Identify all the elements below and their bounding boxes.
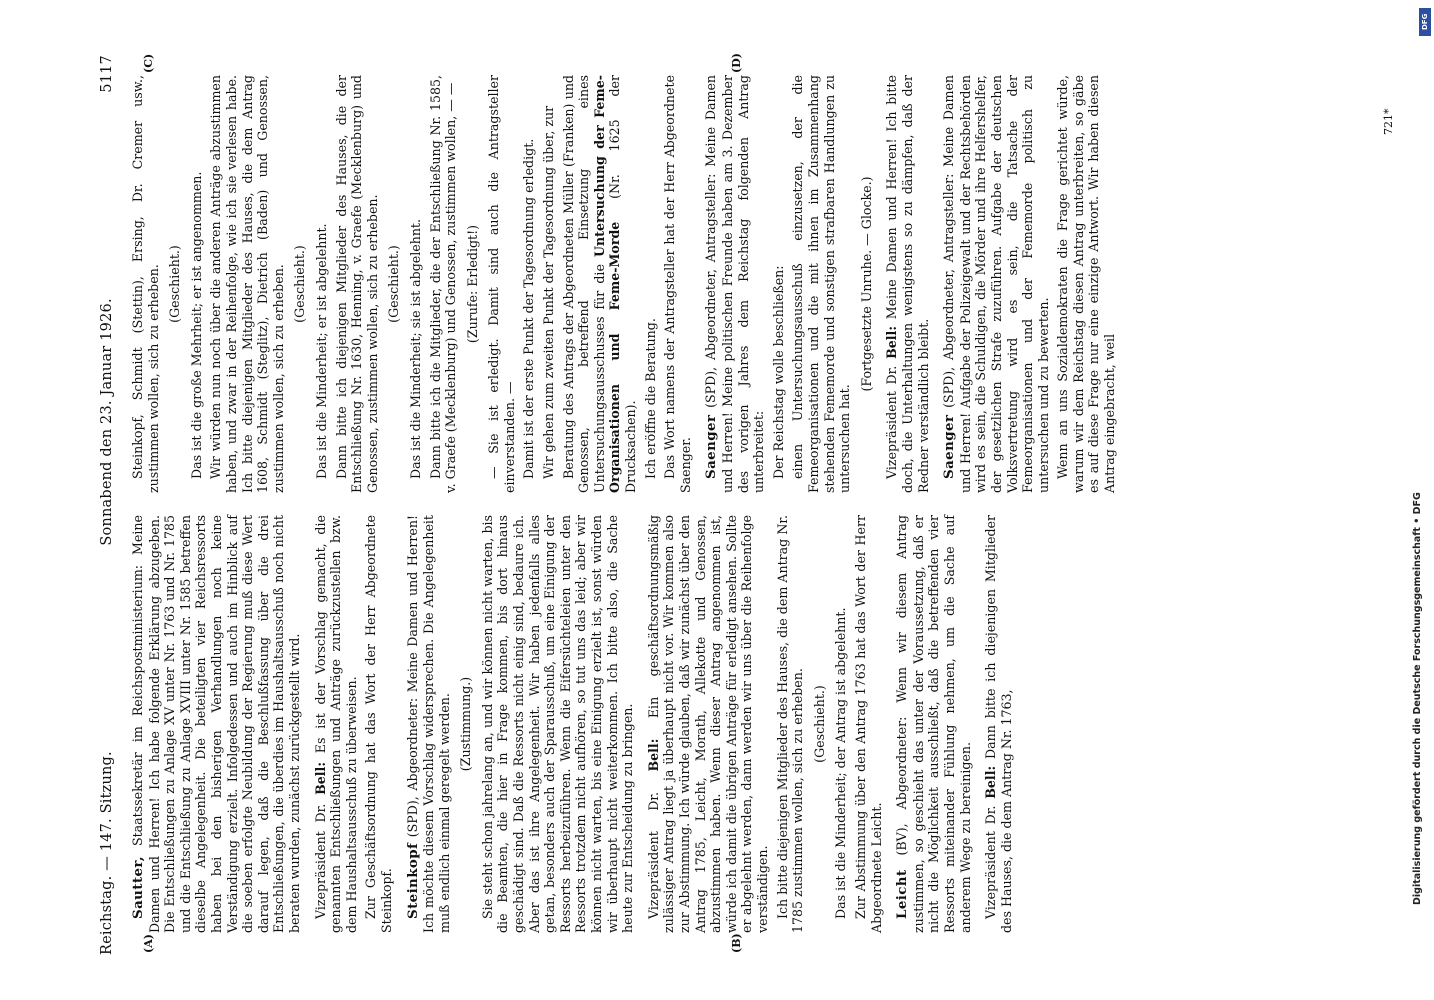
margin-letter-c: (C) bbox=[142, 53, 155, 73]
speaker-name: Bell: bbox=[983, 765, 999, 799]
agenda-title: Untersuchung der Feme-Organisationen und Feme-Morde bbox=[591, 75, 623, 493]
paragraph: Ich bitte diejenigen Mitglieder des Hauses, die dem Antrag Nr. 1785 zustimmen wollen, sich zu erheben. bbox=[774, 515, 806, 933]
paragraph: Wenn an uns Sozialdemokraten die Frage gerichtet würde, warum wir dem Reichstag diesen Antrag unterbreiten, so gäbe es auf diese Frage nur eine einzige Antwort. Wir haben diesen Antrag eingebracht, weil bbox=[1055, 75, 1118, 493]
paragraph: Steinkopf, Schmidt (Stettin), Ersing, Dr. Cremer usw., zustimmen wollen, sich zu erheben. bbox=[130, 75, 161, 493]
stage-direction: (Geschieht.) bbox=[386, 245, 402, 323]
stage-direction: (Geschieht.) bbox=[811, 685, 827, 763]
paragraph: Leicht (BV), Abgeordneter: Wenn wir diesem Antrag zustimmen, so geschieht das unter der Voraussetzung, daß er nicht die Möglichkeit ausschließt, daß die betreffenden vier Ressorts miteinander Fühlung nehmen, um die Sache auf anderem Wege zu bereinigen. bbox=[894, 515, 973, 933]
margin-letter-d: (D) bbox=[730, 53, 743, 73]
speaker-name: Saenger bbox=[941, 414, 958, 479]
paragraph: Zur Geschäftsordnung hat das Wort der Herr Abgeordnete Steinkopf. bbox=[363, 515, 394, 933]
paragraph: Das Wort namens der Antragsteller hat der Herr Abgeordnete Saenger. bbox=[662, 75, 693, 493]
digitization-attribution: Digitalisierung gefördert durch die Deutsche Forschungsgemeinschaft • DFG bbox=[1412, 492, 1423, 905]
paragraph: Vizepräsident Dr. Bell: Ein geschäftsordnungsmäßig zulässiger Antrag liegt ja überhaupt nicht vor. Wir kommen also zur Abstimmung. Ich würde glauben, daß wir zunächst über den Antrag 1785, Leicht, Morath, Allekotte und Genossen, abzustimmen haben. Wenn dieser Antrag angenommen ist, würde ich damit die übrigen Anträge für erledigt ansehen. Sollte er abgelehnt werden, dann werden wir uns über die Reihenfolge verständigen. bbox=[645, 515, 770, 933]
speaker-name: Steinkopf bbox=[404, 842, 421, 919]
paragraph: Das ist die große Mehrheit; er ist angenommen. bbox=[188, 171, 204, 479]
text-column-left bbox=[130, 515, 1018, 933]
text-column-right bbox=[130, 75, 1122, 493]
paragraph: — Sie ist erledigt. Damit sind auch die Antragsteller einverstanden. — bbox=[486, 75, 517, 493]
margin-letter-b: (B) bbox=[730, 933, 743, 953]
page-number: 5117 bbox=[99, 55, 115, 93]
signature-mark: 721* bbox=[1382, 108, 1395, 135]
agenda-item: Beratung des Antrags der Abgeordneten Müller (Franken) und Genossen, betreffend Einsetzung eines Untersuchungsausschusses für die Untersuchung der Feme-Organisationen und Feme-Morde (Nr. 1625 der Drucksachen). bbox=[560, 75, 639, 493]
paragraph: Damit ist der erste Punkt der Tagesordnung erledigt. bbox=[521, 138, 537, 479]
paragraph: Saenger (SPD), Abgeordneter, Antragsteller: Meine Damen und Herren! Aufgabe der Polizeigewalt und der Rechtsbehörden wird es sein, die Schuldigen, die Mörder und ihre Helfershelfer, der gesetzlichen Strafe zuzuführen. Aufgabe der deutschen Volksvertretung wird es sein, die Tatsache der Femeorganisationen und der Fememorde politisch zu untersuchen und zu bewerten. bbox=[941, 74, 1051, 493]
paragraph: Das ist die Minderheit; der Antrag ist abgelehnt. bbox=[833, 607, 849, 919]
speaker-name: Sautter, bbox=[130, 856, 146, 919]
paragraph: Dann bitte ich diejenigen Mitglieder des Hauses, die der Entschließung Nr. 1630, Henning, v. Graefe (Mecklenburg) und Genossen, zustimmen wollen, sich zu erheben. bbox=[333, 75, 380, 493]
speaker-name: Leicht bbox=[894, 869, 911, 919]
paragraph: Saenger (SPD), Abgeordneter, Antragsteller: Meine Damen und Herren! Meine politischen Freunde haben am 3. Dezember des vorigen Jahres dem Reichstag folgenden Antrag unterbreitet: bbox=[703, 74, 767, 493]
paragraph: Wir gehen zum zweiten Punkt der Tagesordnung über, zur bbox=[541, 105, 557, 479]
speaker-name: Bell: bbox=[312, 762, 328, 795]
rotated-page-content bbox=[90, 55, 1400, 955]
paragraph: Sie steht schon jahrelang an, und wir können nicht warten, bis die Beamten, die hier in Frage kommen, bis dort hinaus geschädigt sind. Daß die Ressorts nicht einig sind, bedaure ich. Aber das ist ihre Angelegenheit. Wir haben jedenfalls alles getan, besonders auch der Sparausschuß, um eine Einigung der Ressorts herbeizuführen. Wenn die Eifersüchteleien unter den Ressorts trotzdem nicht aufhören, so tut uns das leid; aber wir können nicht warten, bis eine Einigung erzielt ist, sonst würden wir überhaupt nicht weiterkommen. Ich bitte also, die Sache heute zur Entscheidung zu bringen. bbox=[479, 515, 636, 933]
paragraph: Ich eröffne die Beratung. bbox=[642, 318, 658, 479]
stage-direction: (Geschieht.) bbox=[292, 245, 308, 323]
paragraph: Wir würden nun noch über die anderen Anträge abzustimmen haben, und zwar in der Reihenfolge, wie ich sie verlesen habe. Ich bitte diejenigen Mitglieder des Hauses, die dem Antrag 1608, Schmidt (Steglitz), Dietrich (Baden) und Genossen, zustimmen wollen, sich zu erheben. bbox=[208, 75, 286, 493]
quoted-motion: einen Untersuchungsausschuß einzusetzen, der die Femeorganisationen und die mit ihnen im Zusammenhang stehenden Fememorde und sonstigen strafbaren Handlungen zu untersuchen hat. bbox=[790, 75, 853, 493]
speaker-name: Bell: bbox=[645, 738, 661, 772]
header-center: Sonnabend den 23. Januar 1926. bbox=[99, 298, 115, 546]
paragraph: Das ist die Minderheit; sie ist abgelehnt. bbox=[407, 219, 423, 479]
paragraph: Sautter, Staatssekretär im Reichspostministerium: Meine Damen und Herren! Ich habe folgende Erklärung abzugeben. Die Entschließungen zu Anlage XV unter Nr. 1763 und Nr. 1785 und die Entschließung zu Anlage XVIII unter Nr. 1585 betreffen dieselbe Angelegenheit. Die beteiligten vier Reichsressorts haben bei den bisherigen Verhandlungen noch keine Verständigung erzielt. Infolgedessen und auch im Hinblick auf die soeben erfolgte Neubildung der Regierung muß diese Wert darauf legen, daß die Beschlußfassung über die drei Entschließungen, die überdies im Haushaltsausschuß noch nicht beraten wurden, zunächst zurückgestellt wird. bbox=[130, 515, 302, 933]
speaker-name: Saenger bbox=[703, 414, 720, 479]
paragraph: Vizepräsident Dr. Bell: Dann bitte ich diejenigen Mitglieder des Hauses, die dem Antrag Nr. 1763, bbox=[983, 515, 1014, 933]
stage-direction: (Zustimmung.) bbox=[458, 676, 474, 772]
margin-letter-a: (A) bbox=[142, 934, 155, 953]
paragraph: Der Reichstag wolle beschließen: bbox=[770, 265, 786, 479]
paragraph: Dann bitte ich die Mitglieder, die der Entschließung Nr. 1585, v. Graefe (Mecklenburg) und Genossen, zustimmen wollen, — — bbox=[427, 75, 459, 493]
header-left: Reichstag. — 147. Sitzung. bbox=[99, 751, 115, 955]
stage-direction: (Geschieht.) bbox=[167, 245, 183, 323]
stage-direction: (Fortgesetzte Unruhe. — Glocke.) bbox=[858, 176, 874, 392]
paragraph: Das ist die Minderheit; er ist abgelehnt. bbox=[313, 223, 329, 479]
speaker-name: Bell: bbox=[884, 326, 900, 359]
paragraph: Vizepräsident Dr. Bell: Meine Damen und Herren! Ich bitte doch, die Unterhaltungen wenigstens so zu dämpfen, daß der Redner verständlich bleibt. bbox=[884, 75, 931, 493]
paragraph: Zur Abstimmung über den Antrag 1763 hat das Wort der Herr Abgeordnete Leicht. bbox=[852, 515, 884, 933]
dfg-logo: DFG bbox=[1419, 8, 1431, 36]
stage-direction: (Zurufe: Erledigt!) bbox=[464, 224, 480, 344]
paragraph: Vizepräsident Dr. Bell: Es ist der Vorschlag gemacht, die genannten Entschließungen und Anträge zurückzustellen bzw. dem Haushaltsausschuß zu überweisen. bbox=[312, 515, 359, 933]
paragraph: Steinkopf (SPD), Abgeordneter: Meine Damen und Herren! Ich möchte diesem Vorschlag widersprechen. Die Angelegenheit muß endlich einmal geregelt werden. bbox=[404, 515, 452, 933]
running-header bbox=[90, 55, 124, 955]
